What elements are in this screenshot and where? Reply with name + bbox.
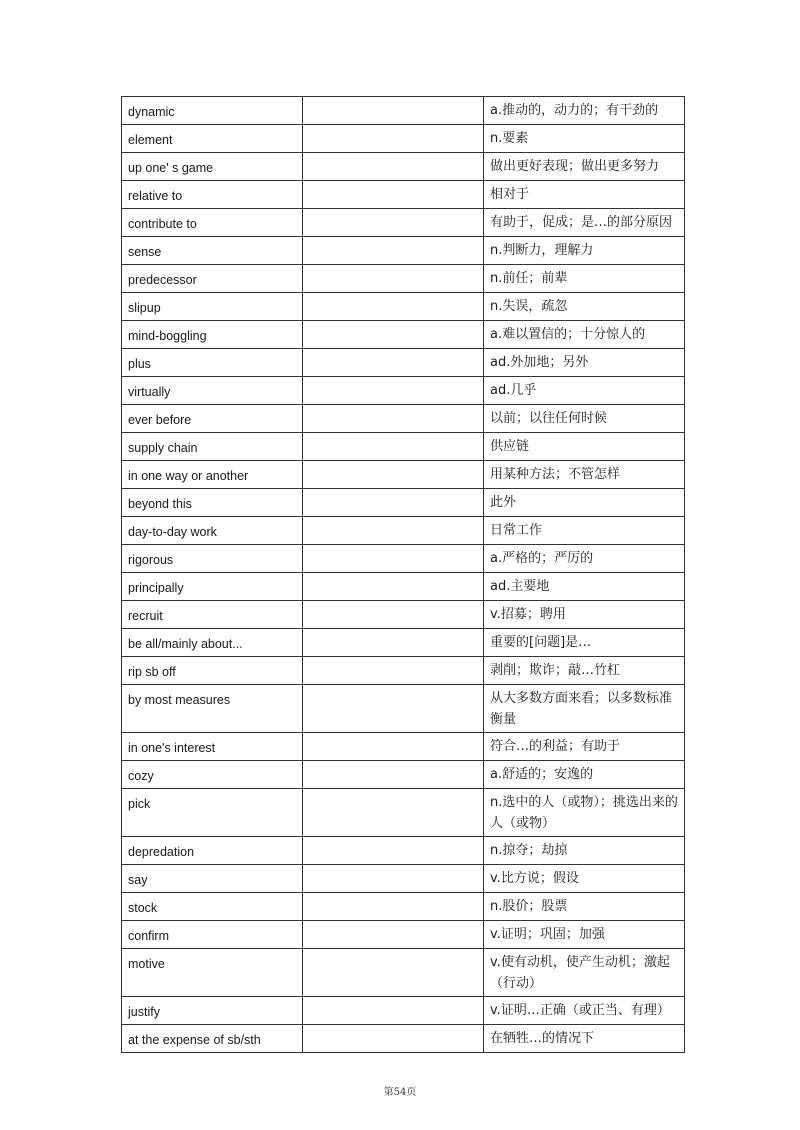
- vocabulary-row: [122, 461, 685, 489]
- meaning-cell: n.掠夺；劫掠: [484, 837, 685, 865]
- vocabulary-row: [122, 685, 685, 733]
- blank-answer-cell: [303, 573, 484, 601]
- blank-answer-cell: [303, 657, 484, 685]
- meaning-cell: n.股价；股票: [484, 893, 685, 921]
- term-cell: element: [122, 125, 303, 153]
- term-cell: principally: [122, 573, 303, 601]
- vocabulary-row: [122, 629, 685, 657]
- meaning-cell: n.失误，疏忽: [484, 293, 685, 321]
- blank-answer-cell: [303, 265, 484, 293]
- vocabulary-row: [122, 657, 685, 685]
- meaning-cell: n.要素: [484, 125, 685, 153]
- meaning-cell: a.难以置信的；十分惊人的: [484, 321, 685, 349]
- vocabulary-row: [122, 949, 685, 997]
- term-cell: in one's interest: [122, 733, 303, 761]
- meaning-cell: v.招募；聘用: [484, 601, 685, 629]
- term-cell: dynamic: [122, 97, 303, 125]
- meaning-cell: 做出更好表现；做出更多努力: [484, 153, 685, 181]
- term-cell: beyond this: [122, 489, 303, 517]
- term-cell: justify: [122, 997, 303, 1025]
- term-cell: rigorous: [122, 545, 303, 573]
- term-cell: rip sb off: [122, 657, 303, 685]
- meaning-cell: n.判断力，理解力: [484, 237, 685, 265]
- blank-answer-cell: [303, 997, 484, 1025]
- blank-answer-cell: [303, 761, 484, 789]
- meaning-cell: ad.几乎: [484, 377, 685, 405]
- page-number: 第54页: [383, 1087, 417, 1098]
- blank-answer-cell: [303, 921, 484, 949]
- vocabulary-row: [122, 349, 685, 377]
- meaning-cell: 此外: [484, 489, 685, 517]
- meaning-cell: v.证明；巩固；加强: [484, 921, 685, 949]
- vocabulary-row: [122, 789, 685, 837]
- vocabulary-row: [122, 153, 685, 181]
- vocabulary-row: [122, 433, 685, 461]
- vocabulary-row: [122, 1025, 685, 1053]
- vocabulary-row: [122, 573, 685, 601]
- vocabulary-row: [122, 733, 685, 761]
- blank-answer-cell: [303, 601, 484, 629]
- meaning-cell: 供应链: [484, 433, 685, 461]
- term-cell: sense: [122, 237, 303, 265]
- meaning-cell: 相对于: [484, 181, 685, 209]
- blank-answer-cell: [303, 629, 484, 657]
- meaning-cell: 重要的[问题]是…: [484, 629, 685, 657]
- vocabulary-row: [122, 125, 685, 153]
- meaning-cell: ad.外加地；另外: [484, 349, 685, 377]
- meaning-cell: v.证明…正确（或正当、有理）: [484, 997, 685, 1025]
- blank-answer-cell: [303, 293, 484, 321]
- vocabulary-row: [122, 517, 685, 545]
- vocabulary-row: [122, 237, 685, 265]
- meaning-cell: 日常工作: [484, 517, 685, 545]
- meaning-cell: 有助于，促成；是…的部分原因: [484, 209, 685, 237]
- blank-answer-cell: [303, 461, 484, 489]
- term-cell: contribute to: [122, 209, 303, 237]
- meaning-cell: a.严格的；严厉的: [484, 545, 685, 573]
- vocabulary-row: [122, 865, 685, 893]
- blank-answer-cell: [303, 181, 484, 209]
- vocabulary-row: [122, 921, 685, 949]
- vocabulary-table: [121, 96, 685, 1053]
- blank-answer-cell: [303, 489, 484, 517]
- term-cell: mind-boggling: [122, 321, 303, 349]
- blank-answer-cell: [303, 209, 484, 237]
- meaning-cell: a.推动的，动力的；有干劲的: [484, 97, 685, 125]
- meaning-cell: v.使有动机，使产生动机；激起（行动）: [484, 949, 685, 997]
- vocabulary-row: [122, 377, 685, 405]
- blank-answer-cell: [303, 1025, 484, 1053]
- term-cell: say: [122, 865, 303, 893]
- blank-answer-cell: [303, 733, 484, 761]
- vocabulary-row: [122, 405, 685, 433]
- vocabulary-row: [122, 761, 685, 789]
- vocabulary-row: [122, 893, 685, 921]
- term-cell: recruit: [122, 601, 303, 629]
- meaning-cell: n.前任；前辈: [484, 265, 685, 293]
- vocabulary-table-body: [122, 97, 685, 1053]
- vocabulary-row: [122, 181, 685, 209]
- blank-answer-cell: [303, 517, 484, 545]
- meaning-cell: 在牺牲…的情况下: [484, 1025, 685, 1053]
- term-cell: at the expense of sb/sth: [122, 1025, 303, 1053]
- meaning-cell: v.比方说；假设: [484, 865, 685, 893]
- blank-answer-cell: [303, 949, 484, 997]
- meaning-cell: 符合…的利益；有助于: [484, 733, 685, 761]
- blank-answer-cell: [303, 837, 484, 865]
- term-cell: by most measures: [122, 685, 303, 733]
- meaning-cell: 剥削；欺诈；敲…竹杠: [484, 657, 685, 685]
- term-cell: cozy: [122, 761, 303, 789]
- blank-answer-cell: [303, 545, 484, 573]
- blank-answer-cell: [303, 865, 484, 893]
- blank-answer-cell: [303, 237, 484, 265]
- term-cell: supply chain: [122, 433, 303, 461]
- vocabulary-row: [122, 997, 685, 1025]
- term-cell: pick: [122, 789, 303, 837]
- term-cell: stock: [122, 893, 303, 921]
- blank-answer-cell: [303, 97, 484, 125]
- vocabulary-row: [122, 265, 685, 293]
- term-cell: motive: [122, 949, 303, 997]
- term-cell: confirm: [122, 921, 303, 949]
- vocabulary-row: [122, 209, 685, 237]
- blank-answer-cell: [303, 125, 484, 153]
- meaning-cell: 用某种方法；不管怎样: [484, 461, 685, 489]
- term-cell: be all/mainly about...: [122, 629, 303, 657]
- vocabulary-row: [122, 601, 685, 629]
- meaning-cell: n.选中的人（或物）；挑选出来的人（或物）: [484, 789, 685, 837]
- term-cell: predecessor: [122, 265, 303, 293]
- term-cell: ever before: [122, 405, 303, 433]
- vocabulary-row: [122, 293, 685, 321]
- meaning-cell: 以前；以往任何时候: [484, 405, 685, 433]
- blank-answer-cell: [303, 349, 484, 377]
- blank-answer-cell: [303, 685, 484, 733]
- vocabulary-row: [122, 545, 685, 573]
- term-cell: virtually: [122, 377, 303, 405]
- vocabulary-row: [122, 321, 685, 349]
- term-cell: in one way or another: [122, 461, 303, 489]
- blank-answer-cell: [303, 153, 484, 181]
- term-cell: up one' s game: [122, 153, 303, 181]
- term-cell: depredation: [122, 837, 303, 865]
- blank-answer-cell: [303, 893, 484, 921]
- blank-answer-cell: [303, 405, 484, 433]
- term-cell: plus: [122, 349, 303, 377]
- meaning-cell: ad.主要地: [484, 573, 685, 601]
- term-cell: day-to-day work: [122, 517, 303, 545]
- meaning-cell: a.舒适的；安逸的: [484, 761, 685, 789]
- blank-answer-cell: [303, 377, 484, 405]
- blank-answer-cell: [303, 321, 484, 349]
- term-cell: slipup: [122, 293, 303, 321]
- vocabulary-row: [122, 489, 685, 517]
- meaning-cell: 从大多数方面来看；以多数标准衡量: [484, 685, 685, 733]
- blank-answer-cell: [303, 789, 484, 837]
- vocabulary-row: [122, 837, 685, 865]
- blank-answer-cell: [303, 433, 484, 461]
- vocabulary-row: [122, 97, 685, 125]
- term-cell: relative to: [122, 181, 303, 209]
